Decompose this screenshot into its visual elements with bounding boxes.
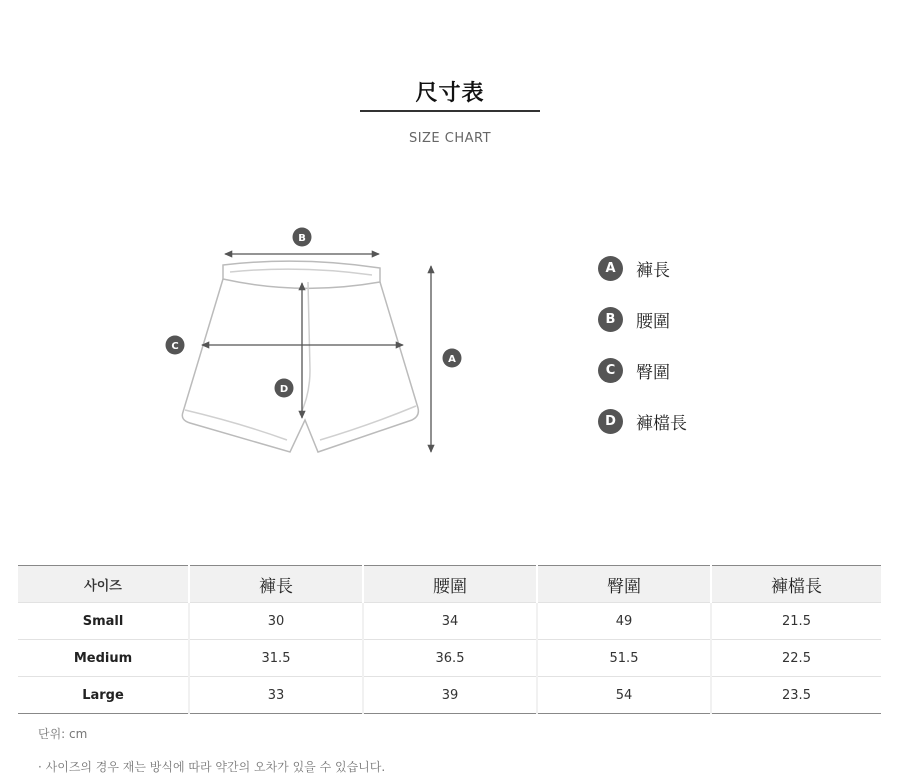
- column-header-length: 褲長: [189, 566, 363, 603]
- table-cell: 33: [189, 677, 363, 714]
- table-cell: 23.5: [711, 677, 881, 714]
- legend-item-a: [598, 255, 670, 281]
- column-header-waist: 腰圍: [363, 566, 537, 603]
- legend-item-c: [598, 357, 670, 383]
- shorts-diagram: [150, 220, 480, 470]
- table-cell: 30: [189, 603, 363, 640]
- size-table: [18, 565, 881, 714]
- legend-label: 腰圍: [636, 311, 670, 332]
- table-row: [18, 640, 881, 677]
- table-cell: 51.5: [537, 640, 711, 677]
- table-cell: 54: [537, 677, 711, 714]
- legend-badge: C: [598, 358, 623, 383]
- column-header-hip: 臀圍: [537, 566, 711, 603]
- svg-text:B: B: [298, 233, 306, 244]
- svg-text:A: A: [448, 354, 456, 365]
- table-cell: 21.5: [711, 603, 881, 640]
- svg-text:C: C: [171, 341, 179, 352]
- table-row: [18, 603, 881, 640]
- marker-a: [443, 349, 462, 368]
- legend-badge: D: [598, 409, 623, 434]
- legend-item-b: [598, 306, 670, 332]
- marker-b: [293, 228, 312, 247]
- column-header-rise: 褲檔長: [711, 566, 881, 603]
- legend-badge: B: [598, 307, 623, 332]
- page-title: 尺寸表: [415, 81, 485, 106]
- size-name: Medium: [18, 640, 189, 677]
- size-name: Small: [18, 603, 189, 640]
- marker-d: [275, 379, 294, 398]
- measurement-disclaimer: · 사이즈의 경우 재는 방식에 따라 약간의 오차가 있을 수 있습니다.: [38, 760, 386, 774]
- legend-item-d: [598, 408, 687, 434]
- column-header-size: 사이즈: [18, 566, 189, 603]
- unit-note: 단위: cm: [38, 727, 88, 741]
- legend-label: 褲檔長: [636, 413, 687, 434]
- table-cell: 34: [363, 603, 537, 640]
- legend-badge: A: [598, 256, 623, 281]
- table-cell: 49: [537, 603, 711, 640]
- size-name: Large: [18, 677, 189, 714]
- svg-text:D: D: [279, 384, 289, 395]
- title-underline: [360, 110, 540, 112]
- table-cell: 31.5: [189, 640, 363, 677]
- table-cell: 22.5: [711, 640, 881, 677]
- legend-label: 臀圍: [636, 362, 670, 383]
- table-cell: 36.5: [363, 640, 537, 677]
- legend-label: 褲長: [636, 260, 670, 281]
- table-cell: 39: [363, 677, 537, 714]
- shorts-outline: [182, 261, 418, 452]
- page-subtitle: SIZE CHART: [408, 131, 492, 146]
- table-header-row: [18, 566, 881, 603]
- table-row: [18, 677, 881, 714]
- marker-c: [166, 336, 185, 355]
